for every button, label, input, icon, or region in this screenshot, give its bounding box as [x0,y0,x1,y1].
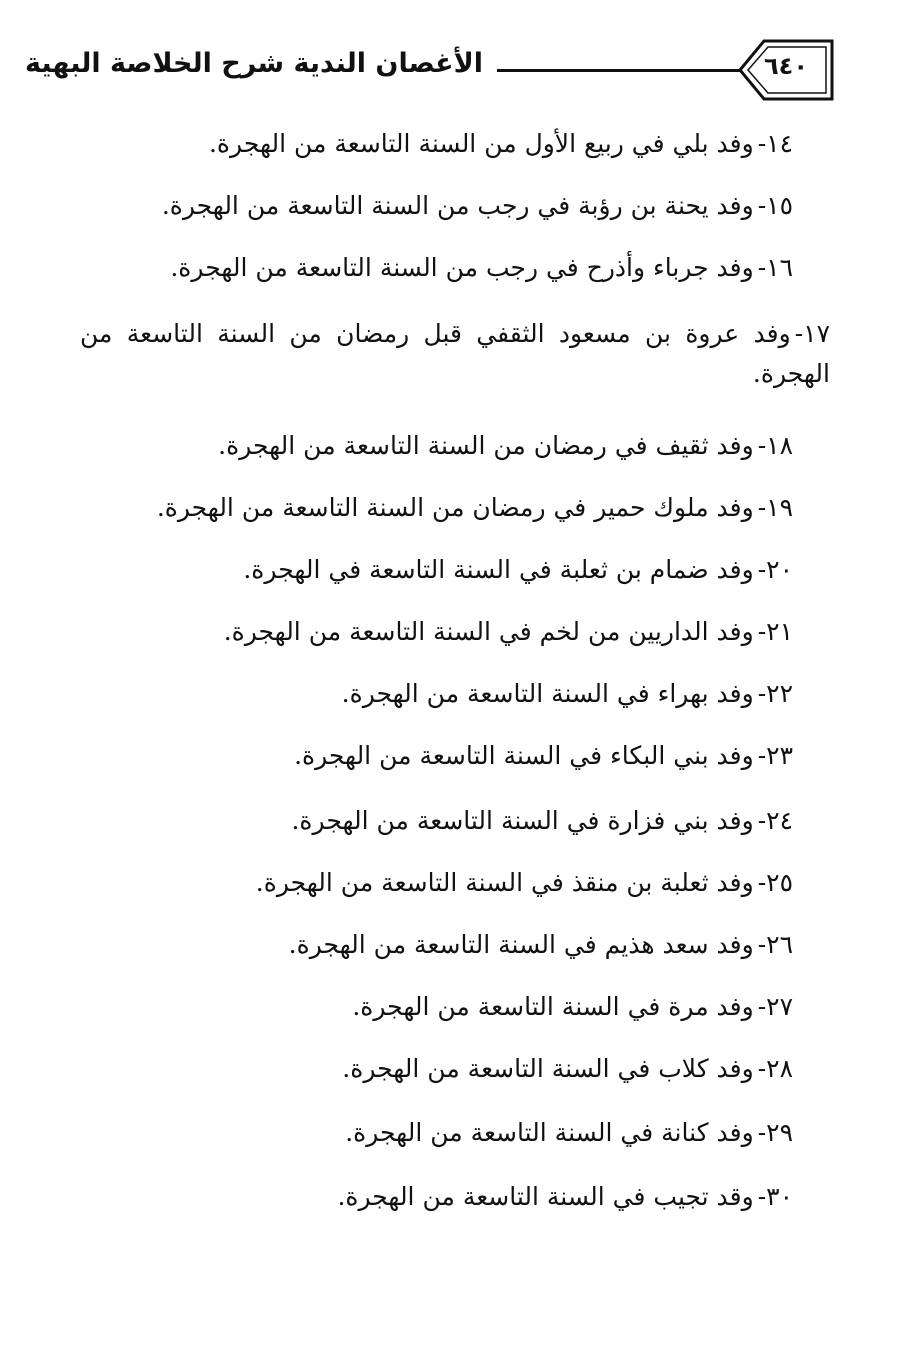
book-title: الأغصان الندية شرح الخلاصة البهية [25,48,483,79]
list-item: ٣٠-وقد تجيب في السنة التاسعة من الهجرة. [337,1182,793,1211]
list-item: ١٤-وفد بلي في ربيع الأول من السنة التاسعة من الهجرة. [208,129,793,158]
list-item: ٢٣-وفد بني البكاء في السنة التاسعة من الهجرة. [294,741,793,770]
list-item: ١٩-وفد ملوك حمير في رمضان من السنة التاسعة من الهجرة. [156,493,793,522]
list-item: ١٧-وفد عروة بن مسعود الثقفي قبل رمضان من السنة التاسعة من الهجرة. [80,319,830,388]
list-item: ١٥-وفد يحنة بن رؤبة في رجب من السنة التاسعة من الهجرة. [161,191,793,220]
list-item: ٢٦-وفد سعد هذيم في السنة التاسعة من الهجرة. [288,930,793,959]
page-header [0,0,920,120]
page-number: ٦٤٠ [764,52,808,80]
list-item: ٢٠-وفد ضمام بن ثعلبة في السنة التاسعة في الهجرة. [243,555,793,584]
list-item: ٢٨-وفد كلاب في السنة التاسعة من الهجرة. [342,1054,793,1083]
header-rule [497,69,740,72]
list-item: ٢٧-وفد مرة في السنة التاسعة من الهجرة. [352,992,793,1021]
list-item: ٢٩-وفد كنانة في السنة التاسعة من الهجرة. [345,1118,793,1147]
list-item: ٢٢-وفد بهراء في السنة التاسعة من الهجرة. [341,679,793,708]
list-item: ٢٤-وفد بني فزارة في السنة التاسعة من الهجرة. [291,806,793,835]
list-item: ١٨-وفد ثقيف في رمضان من السنة التاسعة من الهجرة. [218,431,793,460]
list-item: ١٦-وفد جرباء وأذرح في رجب من السنة التاسعة من الهجرة. [170,253,793,282]
list-item: ٢١-وفد الداريين من لخم في السنة التاسعة من الهجرة. [223,617,793,646]
list-item: ٢٥-وفد ثعلبة بن منقذ في السنة التاسعة من الهجرة. [255,868,793,897]
